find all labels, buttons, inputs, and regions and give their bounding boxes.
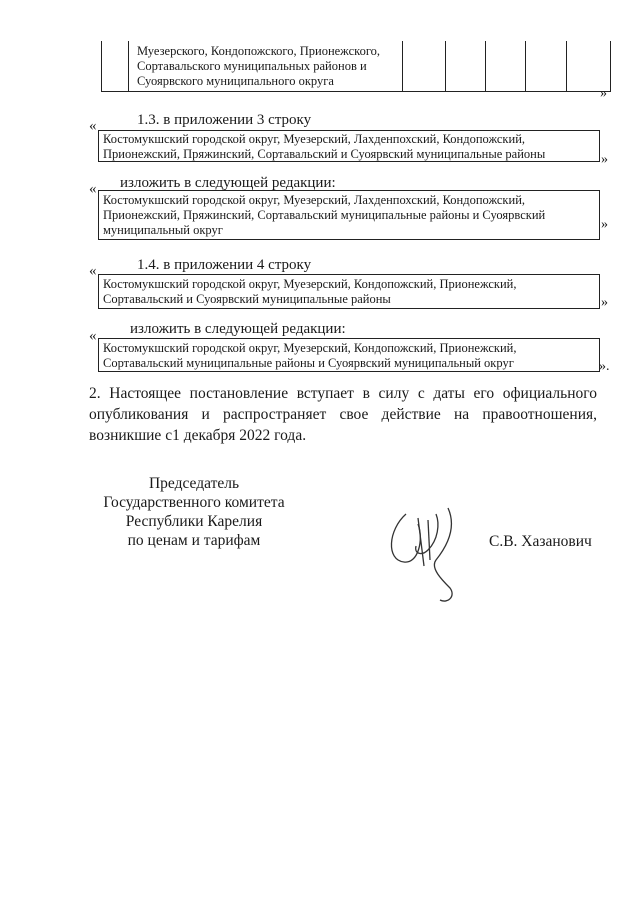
top-table [101,41,611,92]
section-1-4-heading: 1.4. в приложении 4 строку [137,257,312,273]
paragraph-2-line-2: опубликования и распространяет свое действие на правоотношения, [89,406,597,423]
text-box-original-row: Костомукшский городской округ, Муезерский, Кондопожский, Прионежский, Сортавальский и Суоярвский муниципальные районы [98,274,600,309]
text-box-new-row: Костомукшский городской округ, Муезерский, Кондопожский, Прионежский, Сортавальский муниципальные районы и Суоярвский муниципальный округ [98,338,600,372]
signer-title-line: по ценам и тарифам [127,532,261,549]
closing-quote: » [601,152,608,167]
signer-title-line: Председатель [148,475,240,492]
table-divider [525,41,526,91]
opening-quote: « [89,118,97,134]
section-1-3-subheading: изложить в следующей редакции: [120,175,336,191]
signer-title [89,474,299,550]
opening-quote: « [89,181,97,197]
handwritten-signature [378,500,488,610]
table-divider [128,41,129,91]
closing-quote: » [600,86,607,101]
text-box-new-row: Костомукшский городской округ, Муезерский, Лахденпохский, Кондопожский, Прионежский, Пряжинский, Сортавальский муниципальные районы и Суоярвский муниципальный округ [98,190,600,240]
text-box-original-row: Костомукшский городской округ, Муезерский, Лахденпохский, Кондопожский, Прионежский, Пряжинский, Сортавальский и Суоярвский муниципальные районы [98,130,600,162]
table-cell-text: Муезерского, Кондопожского, Прионежского, Сортавальского муниципальных районов и Суоярвского муниципального округа [137,44,381,88]
opening-quote: « [89,263,97,279]
table-divider [445,41,446,91]
paragraph-2-line-1: 2. Настоящее постановление вступает в силу с даты его официального [89,385,597,402]
signer-title-line: Республики Карелия [125,513,263,530]
signer-name: С.В. Хазанович [489,533,592,550]
closing-quote: ». [599,359,610,374]
closing-quote: » [601,217,608,232]
section-1-4-subheading: изложить в следующей редакции: [130,321,346,337]
signer-title-line: Государственного комитета [103,494,285,511]
closing-quote: » [601,295,608,310]
opening-quote: « [89,328,97,344]
table-divider [485,41,486,91]
table-divider [402,41,403,91]
table-divider [566,41,567,91]
section-1-3-heading: 1.3. в приложении 3 строку [137,112,312,128]
paragraph-2-line-3: возникшие с1 декабря 2022 года. [89,427,307,444]
